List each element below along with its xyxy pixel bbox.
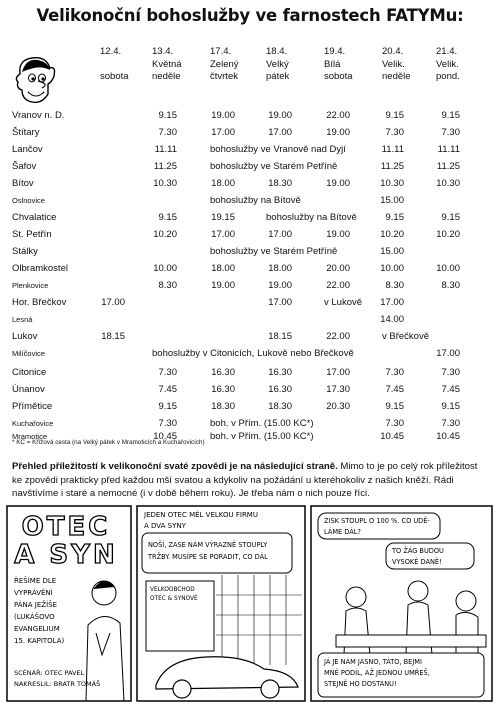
parish-name: Stálky [12,246,38,257]
day-header-3: 17.4. Zelený čtvrtek [210,46,239,82]
parish-name: Lančov [12,144,43,155]
time-cell: 9.15 [158,212,177,223]
time-cell: 11.11 [437,144,460,155]
time-cell: 17.00 [326,367,350,378]
parish-name: Plenkovice [12,281,49,290]
svg-text:(LUKÁŠOVO: (LUKÁŠOVO [14,613,55,621]
time-cell: 7.30 [385,418,404,429]
table-row [0,212,500,226]
svg-text:VYPRÁVĚNÍ: VYPRÁVĚNÍ [14,589,53,597]
comic-shop-sign-line-1: VELKOOBCHOD [150,587,195,593]
table-row [0,418,500,432]
comic-shop-sign-line-2: OTEC & SYNOVÉ [150,596,198,602]
time-cell: 9.15 [441,110,460,121]
time-cell: 7.30 [441,127,460,138]
time-cell: 18.30 [211,401,235,412]
time-cell: 18.30 [268,178,292,189]
parish-name: Oslnovice [12,196,45,205]
time-cell: 9.15 [441,401,460,412]
time-cell: 17.00 [436,348,460,359]
time-cell: 15.00 [380,195,404,206]
time-cell: 19.00 [268,110,292,121]
svg-text:PÁNA JEŽÍŠE: PÁNA JEŽÍŠE [14,601,58,609]
time-cell: 19.00 [326,178,350,189]
time-cell: 7.30 [158,418,177,429]
time-cell: 9.15 [158,110,177,121]
table-row [0,263,500,277]
time-cell: 17.00 [101,297,125,308]
meeting-figures [336,581,486,655]
paragraph-text: Mimo to je po celý rok příležitost ke zpovědi prakticky před každou mší svatou a kdykoliv na požádání u kteréhokoliv z našich kněží. Rádi navštívíme i staré a nemocné (i v době během roku). Je třeba nám o nich pouze říci. [12,461,478,499]
time-cell: 20.30 [326,401,350,412]
time-cell: 19.00 [211,110,235,121]
span-note: boh. v Přím. (15.00 KC*) [210,431,314,442]
span-note: bohoslužby na Bítově [266,212,357,223]
table-row [0,384,500,398]
time-cell: 10.20 [380,229,404,240]
table-row [0,297,500,311]
comic-credit-2: NAKRESLIL: BRATR TOMÁŠ [14,680,101,688]
table-row [0,401,500,415]
day-header-4: 18.4. Velký pátek [266,46,290,82]
building-grid [216,575,302,665]
time-cell: 16.30 [268,367,292,378]
table-row [0,348,500,362]
table-row [0,127,500,141]
time-cell: 11.25 [153,161,177,172]
table-row [0,314,500,328]
parish-name: Chvalatice [12,212,57,223]
time-cell: 16.30 [211,367,235,378]
time-cell: 9.15 [385,110,404,121]
time-cell: 10.30 [153,178,177,189]
comic-bubble-3b-line-1: TO ŽÁG BUDOU [392,547,444,555]
parish-name: Vranov n. D. [12,110,65,121]
time-cell: 10.00 [153,263,177,274]
time-cell: 18.15 [268,331,292,342]
span-note: boh. v Přím. (15.00 KC*) [210,418,314,429]
time-cell: 19.00 [211,280,235,291]
table-row [0,144,500,158]
time-cell: 17.00 [380,297,404,308]
parish-name: Šafov [12,161,37,172]
time-cell: 9.15 [385,212,404,223]
time-cell: 8.30 [158,280,177,291]
time-cell: 10.30 [436,178,460,189]
time-cell: 8.30 [385,280,404,291]
parish-name: Bítov [12,178,34,189]
comic-bubble-3a-line-2: LÁME DÁL? [324,528,361,536]
comic-bubble-3c-line-1: JÁ JE NÁM JASNO, TÁTO, BEJMI [324,658,422,666]
comic-bubble-3c-line-2: MNĚ PODÍL, AŽ JEDNOU UMŘEŠ, [324,669,430,677]
time-cell: 7.30 [441,367,460,378]
time-cell: 15.00 [380,246,404,257]
car-illustration [156,657,298,698]
parish-name: Citonice [12,367,47,378]
time-cell: 10.45 [436,431,460,442]
span-note: bohoslužby ve Starém Petříně [210,161,338,172]
time-cell: 16.30 [268,384,292,395]
time-cell: 18.00 [211,178,235,189]
span-note: bohoslužby na Bítově [210,195,301,206]
parish-name: Olbramkostel [12,263,68,274]
parish-name: Milíčovice [12,349,45,358]
table-row [0,367,500,381]
footnote: * KC = Křížová cesta (na Velký pátek v Mramoticích a Kuchařovicích) [12,439,205,446]
time-cell: 11.11 [154,144,177,155]
comic-title-2: A SYN [14,540,118,570]
time-cell: 7.30 [385,367,404,378]
parish-name: Kuchařovice [12,419,54,428]
time-cell: 9.15 [441,212,460,223]
time-cell: 18.15 [101,331,125,342]
parish-name: Štítary [12,127,40,138]
comic-panel-1-text [14,576,65,645]
table-row [0,229,500,243]
time-cell: 22.00 [326,280,350,291]
comic-bubble-3c-line-3: STEJNĚ HO DOSTANU! [324,680,397,688]
time-cell: 19.00 [326,229,350,240]
time-cell: 20.00 [326,263,350,274]
parish-name: Hor. Břečkov [12,297,67,308]
time-cell: 10.45 [380,431,404,442]
svg-text:ŘEŠÍME DLE: ŘEŠÍME DLE [14,577,57,585]
time-cell: 17.30 [326,384,350,395]
day-header-7: 21.4. Velik. pond. [436,46,460,82]
time-cell: 10.20 [153,229,177,240]
time-cell: 17.00 [211,229,235,240]
comic-bubble-3a-line-1: ZISK STOUPL O 100 %. CO UDĚ- [324,517,430,525]
table-row [0,331,500,345]
day-header-6: 20.4. Velik. neděle [382,46,411,82]
time-cell: 19.15 [211,212,235,223]
cartoon-face-illustration [12,54,58,108]
paragraph-bold-lead: Přehled příležitostí k velikonoční svaté zpovědi je na následující straně. [12,461,338,472]
time-cell: 7.45 [385,384,404,395]
span-note: bohoslužby ve Starém Petříně [210,246,338,257]
table-row [0,178,500,192]
time-cell: 17.00 [268,127,292,138]
time-cell: 19.00 [268,280,292,291]
parish-name: Přímětice [12,401,53,412]
time-cell: 19.00 [326,127,350,138]
time-cell: 11.25 [436,161,460,172]
svg-text:15. KAPITOLA): 15. KAPITOLA) [14,637,65,645]
table-row [0,246,500,260]
time-cell: 14.00 [380,314,404,325]
comic-strip [6,505,494,703]
comic-caption-line-2: A DVA SYNY [144,522,186,530]
time-cell: 7.45 [441,384,460,395]
time-cell: 9.15 [158,401,177,412]
time-cell: 17.00 [211,127,235,138]
comic-caption [143,510,260,530]
comic-title-1: OTEC [21,512,111,542]
parish-name: St. Petřín [12,229,52,240]
day-header-2: 13.4. Květná neděle [152,46,182,82]
time-cell: 11.11 [381,144,404,155]
confession-info-paragraph [12,460,490,501]
time-cell: 10.00 [380,263,404,274]
comic-bubble-3b-line-2: VYSOKÉ DANĚ! [392,558,442,566]
parish-name: Lukov [12,331,38,342]
time-cell: 7.30 [158,127,177,138]
time-cell: 10.20 [436,229,460,240]
day-header-5: 19.4. Bílá sobota [324,46,353,82]
time-cell: 7.30 [441,418,460,429]
time-cell: 10.45 [153,431,177,442]
time-cell: 18.30 [268,401,292,412]
page-title: Velikonoční bohoslužby ve farnostech FATYMu: [36,6,464,25]
time-cell: 7.45 [158,384,177,395]
time-cell: 22.00 [326,110,350,121]
time-cell: 17.00 [268,297,292,308]
time-cell: 22.00 [326,331,350,342]
svg-text:EVANGELIUM: EVANGELIUM [14,625,60,633]
comic-credit-1: SCÉNÁŘ: OTEC PAVEL [14,669,85,677]
table-row [0,110,500,124]
time-cell: 8.30 [441,280,460,291]
span-note: bohoslužby v Citonicích, Lukově nebo Břečkově [152,348,354,359]
parish-name: Mramotice [12,432,48,441]
table-row [0,280,500,294]
comic-bubble-2-line-1: NOŠÍ, ZASE NÁM VÝRAZNĚ STOUPLY [148,541,268,549]
day-header-1: 12.4. sobota [100,46,129,82]
time-cell: 9.15 [385,401,404,412]
comic-caption-line-1: JEDEN OTEC MĚL VELKOU FIRMU [144,511,258,519]
time-cell: 10.30 [380,178,404,189]
time-cell: 16.30 [211,384,235,395]
parish-name: Lesná [12,315,33,324]
span-note: bohoslužby ve Vranově nad Dyjí [210,144,346,155]
time-cell: 18.00 [211,263,235,274]
comic-bubble-2-line-2: TRŽBY. MUSÍPE SE PORADIT, CO DÁL [148,553,268,561]
time-cell: 11.25 [380,161,404,172]
time-cell: 7.30 [158,367,177,378]
span-note: v Lukově [324,297,363,308]
parish-name: Únanov [12,384,45,395]
table-row [0,161,500,175]
time-cell: 10.00 [436,263,460,274]
time-cell: 18.00 [268,263,292,274]
table-row [0,195,500,209]
time-cell: 17.00 [268,229,292,240]
span-note: v Břečkově [382,331,429,342]
time-cell: 7.30 [385,127,404,138]
